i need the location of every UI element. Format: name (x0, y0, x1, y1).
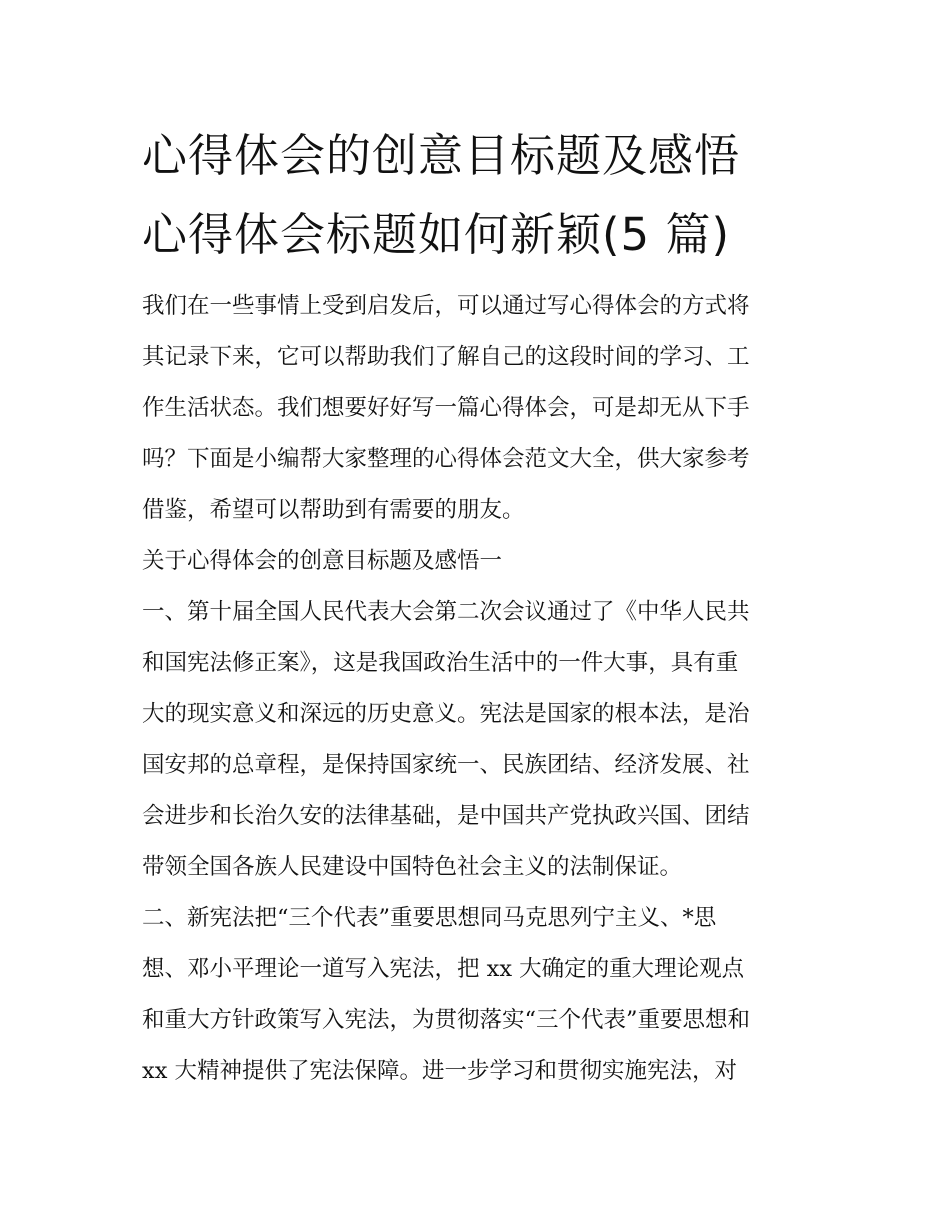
body-line: 作生活状态。我们想要好好写一篇心得体会，可是却无从下手 (142, 395, 750, 421)
title-line: 心得体会标题如何新颖(5 篇) (142, 208, 731, 261)
body-line: 带领全国各族人民建设中国特色社会主义的法制保证。 (142, 854, 683, 880)
section-heading: 关于心得体会的创意目标题及感悟一 (142, 548, 503, 574)
body-line: 吗？下面是小编帮大家整理的心得体会范文大全，供大家参考 (142, 446, 750, 472)
document-title (142, 116, 832, 274)
body-line: 想、邓小平理论一道写入宪法，把 xx 大确定的重大理论观点 (142, 956, 745, 982)
body-line: 会进步和长治久安的法律基础，是中国共产党执政兴国、团结 (142, 803, 750, 829)
body-line: 和国宪法修正案》，这是我国政治生活中的一件大事，具有重 (142, 650, 739, 676)
body-line: 国安邦的总章程，是保持国家统一、民族团结、经济发展、社 (142, 752, 750, 778)
body-line: 我们在一些事情上受到启发后，可以通过写心得体会的方式将 (142, 293, 750, 319)
body-line: 借鉴，希望可以帮助到有需要的朋友。 (142, 497, 525, 523)
body-line: 一、第十届全国人民代表大会第二次会议通过了《中华人民共 (142, 599, 750, 625)
body-line: 大的现实意义和深远的历史意义。宪法是国家的根本法，是治 (142, 701, 750, 727)
document-body (142, 281, 822, 1097)
body-line: 其记录下来，它可以帮助我们了解自己的这段时间的学习、工 (142, 344, 750, 370)
body-line: 和重大方针政策写入宪法，为贯彻落实“三个代表”重要思想和 (142, 1007, 751, 1033)
title-line: 心得体会的创意目标题及感悟 (142, 129, 741, 182)
body-line: xx 大精神提供了宪法保障。进一步学习和贯彻实施宪法，对 (142, 1058, 738, 1084)
body-line: 二、新宪法把“三个代表”重要思想同马克思列宁主义、*思 (142, 905, 717, 931)
